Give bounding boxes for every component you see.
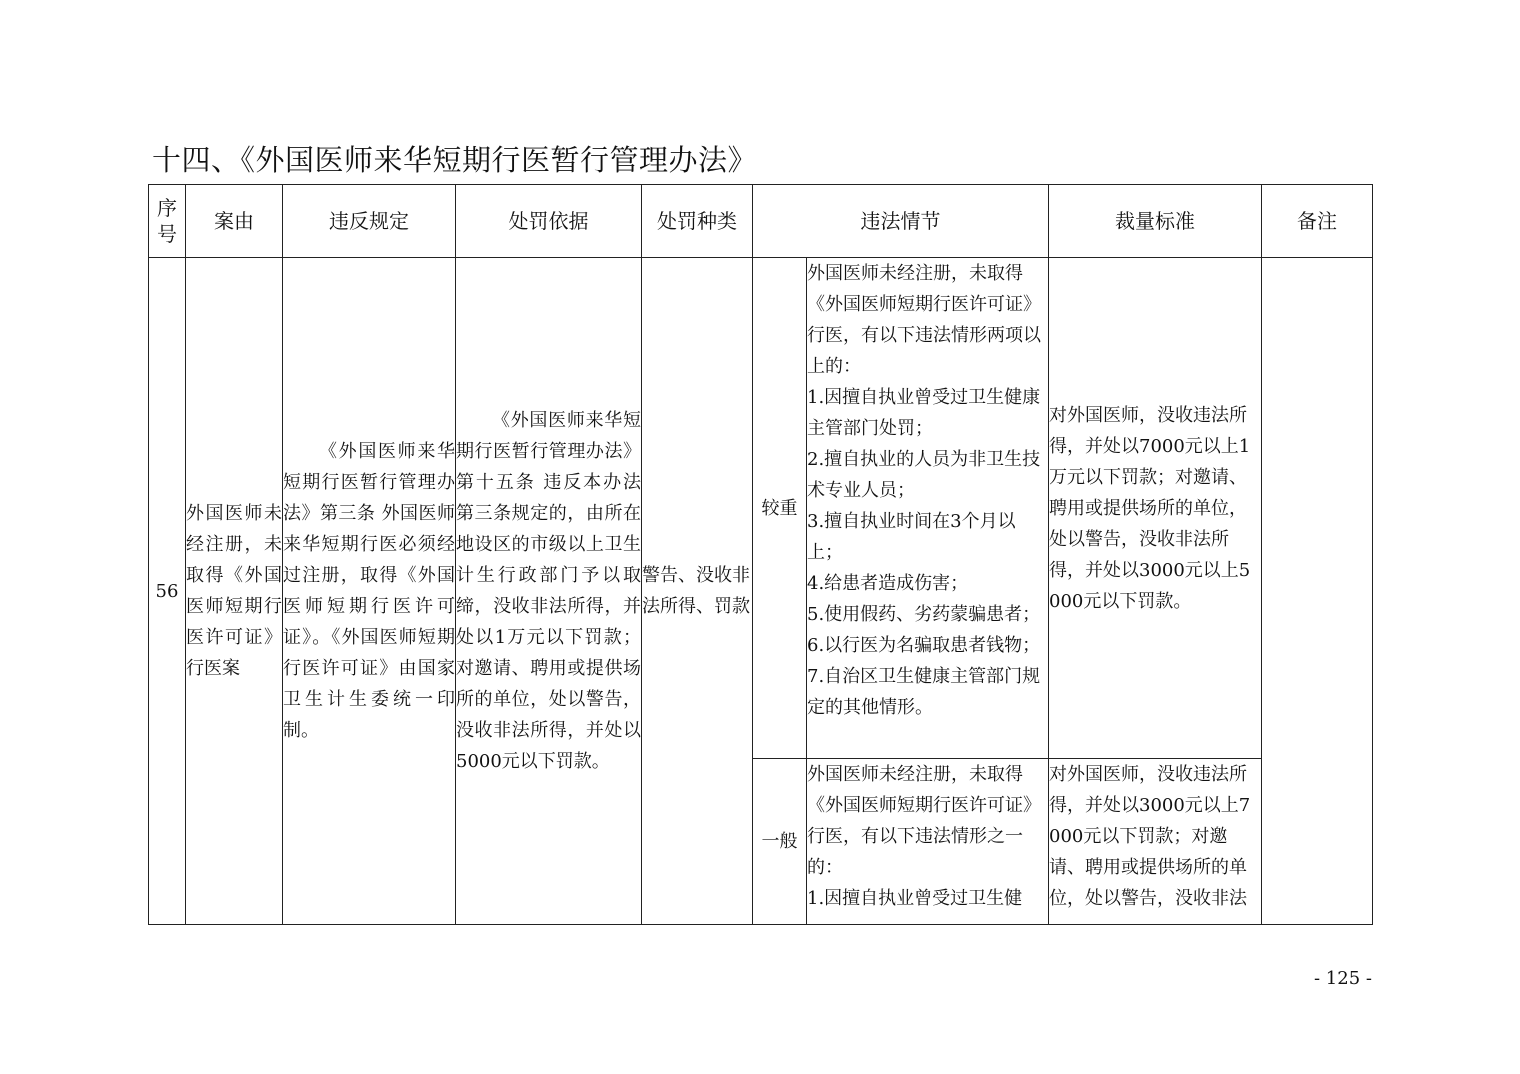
circumstance-line: 外国医师未经注册，未取得《外国医师短期行医许可证》行医，有以下违法情形之一的： — [807, 764, 1041, 878]
header-circumstance: 违法情节 — [753, 185, 1049, 258]
level-cell-1: 较重 — [753, 258, 807, 759]
circumstance-line: 2.擅自执业的人员为非卫生技术专业人员； — [807, 449, 1041, 501]
circumstance-cell-2 — [807, 759, 1049, 925]
header-remark: 备注 — [1262, 185, 1373, 258]
circumstance-line: 7.自治区卫生健康主管部门规定的其他情形。 — [807, 666, 1041, 718]
violation-cell: 《外国医师来华短期行医暂行管理办法》第三条 外国医师来华短期行医必须经过注册，取得《外国医师短期行医许可证》。《外国医师短期行医许可证》由国家卫生计生委统一印制。 — [283, 258, 456, 925]
basis-cell: 《外国医师来华短期行医暂行管理办法》第十五条 违反本办法第三条规定的，由所在地设区的市级以上卫生计生行政部门予以取缔，没收非法所得，并处以1万元以下罚款；对邀请、聘用或提供场所的单位，处以警告，没收非法所得，并处以5000元以下罚款。 — [456, 258, 642, 925]
table-row-level-1 — [149, 258, 1373, 759]
page-number: - 125 - — [1314, 968, 1372, 989]
circumstance-line: 4.给患者造成伤害； — [807, 573, 969, 594]
penalty-table — [148, 184, 1373, 925]
circumstance-line: 1.因擅自执业曾受过卫生健 — [807, 888, 1023, 909]
circumstance-line: 3.擅自执业时间在3个月以上； — [807, 511, 1016, 563]
circumstance-cell-1 — [807, 258, 1049, 759]
header-violation: 违反规定 — [283, 185, 456, 258]
header-penalty-type: 处罚种类 — [642, 185, 753, 258]
header-case: 案由 — [186, 185, 283, 258]
header-standard: 裁量标准 — [1049, 185, 1262, 258]
standard-cell-2: 对外国医师，没收违法所得，并处以3000元以上7000元以下罚款；对邀请、聘用或提供场所的单位，处以警告，没收非法 — [1049, 759, 1262, 925]
section-heading: 十四、《外国医师来华短期行医暂行管理办法》 — [152, 143, 758, 177]
header-no: 序号 — [149, 185, 186, 258]
standard-cell-1: 对外国医师，没收违法所得，并处以7000元以上1万元以下罚款；对邀请、聘用或提供场所的单位，处以警告，没收非法所得，并处以3000元以上5000元以下罚款。 — [1049, 258, 1262, 759]
table-header-row — [149, 185, 1373, 258]
level-cell-2: 一般 — [753, 759, 807, 925]
circumstance-line: 1.因擅自执业曾受过卫生健康主管部门处罚； — [807, 387, 1041, 439]
circumstance-line: 5.使用假药、劣药蒙骗患者； — [807, 604, 1041, 625]
circumstance-line: 6.以行医为名骗取患者钱物； — [807, 635, 1041, 656]
case-cell: 外国医师未经注册，未取得《外国医师短期行医许可证》行医案 — [186, 258, 283, 925]
row-number: 56 — [149, 258, 186, 925]
circumstance-line: 外国医师未经注册，未取得《外国医师短期行医许可证》行医，有以下违法情形两项以上的： — [807, 263, 1041, 377]
remark-cell — [1262, 258, 1373, 925]
header-basis: 处罚依据 — [456, 185, 642, 258]
penalty-type-cell: 警告、没收非法所得、罚款 — [642, 258, 753, 925]
